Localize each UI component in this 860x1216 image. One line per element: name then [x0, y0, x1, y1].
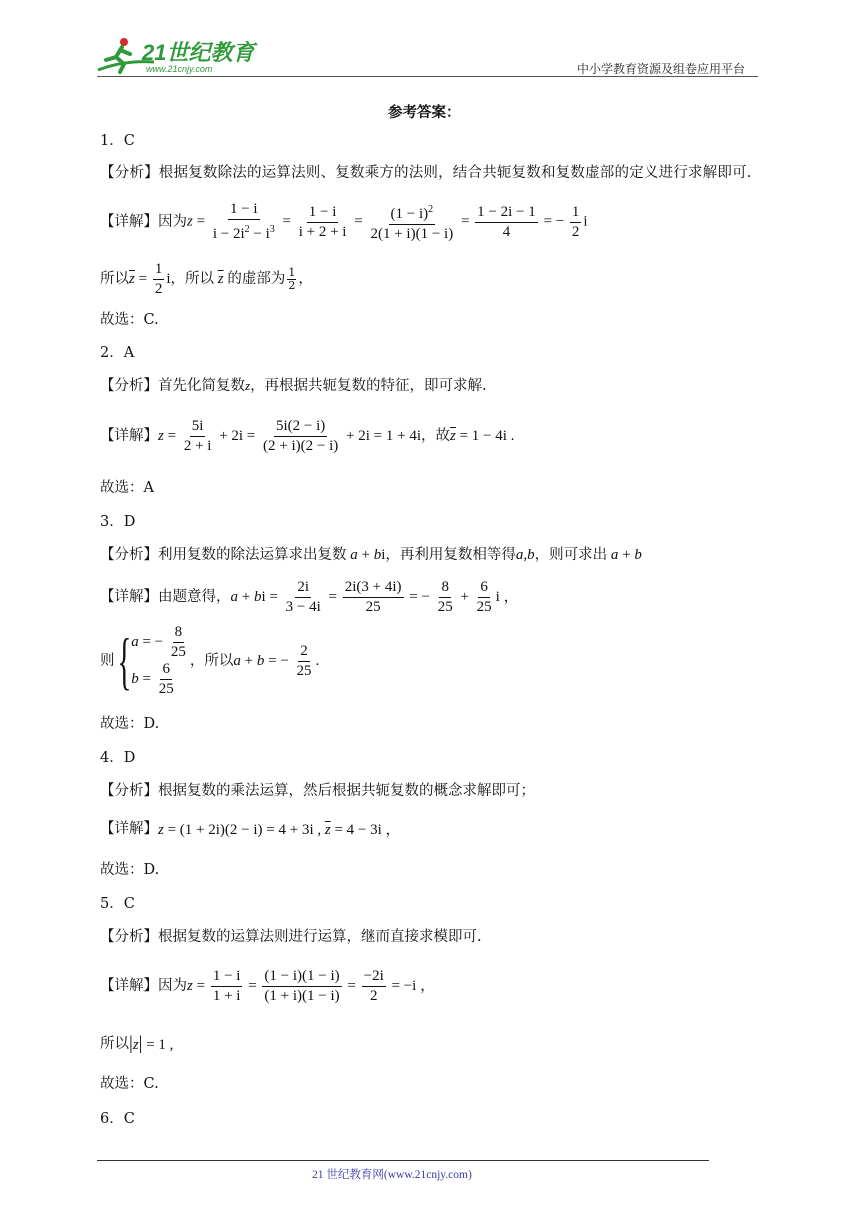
q1-line2-mid: ，所以: [170, 271, 214, 287]
q2-z-symbol: z: [245, 378, 251, 393]
q6-number: 6．C: [100, 1111, 135, 1127]
q4-formula: z = (1 + 2i)(2 − i) = 4 + 3i , $\overline{z} = 4 - 3i$ ，: [158, 822, 401, 838]
header-divider: [97, 76, 758, 77]
site-logo: [94, 36, 259, 76]
q3-analysis-a: 【分析】利用复数的除法运算求出复数: [100, 547, 347, 563]
q1-number: 1．C: [100, 133, 135, 149]
q2-detail-mid: ，故: [421, 428, 450, 444]
q5-detail: [100, 964, 435, 1008]
q1-detail: [100, 200, 588, 244]
q3-ab: a,b: [515, 546, 535, 563]
q3-analysis-c: ，则可求出: [534, 547, 608, 563]
q3-detail-label: 【详解】由题意得，: [100, 589, 231, 605]
q3-detail: [100, 575, 519, 619]
q1-conj-formula: $\overline{z}$ = $\frac{1}{2}$ i: [129, 260, 171, 297]
q3-analysis-line: [100, 545, 642, 565]
q5-answer: 故选：C.: [100, 1076, 159, 1092]
footer-divider: [97, 1160, 709, 1161]
q1-line2-suffix: 的虚部为: [227, 271, 286, 287]
q4-answer: 故选：D.: [100, 862, 160, 878]
q2-analysis: 【分析】首先化简复数: [100, 378, 245, 394]
q3-analysis-b: ，再利用复数相等得: [385, 547, 516, 563]
footer-text: 21 世纪教育网(www.21cnjy.com): [312, 1169, 472, 1181]
logo-text: 21世纪教育: [142, 40, 255, 65]
q5-line2: [100, 1033, 173, 1055]
q5-number: 5．C: [100, 896, 135, 912]
q3-so: ，所以: [189, 653, 234, 669]
q2-number: 2．A: [100, 345, 135, 361]
q3-answer: 故选：D.: [100, 716, 160, 732]
q4-number: 4．D: [100, 750, 136, 766]
q2-formula: z = $\frac{5i}{2 + i}$ + 2i = $\frac{5i(2 - i)}{(2 + i)(2 - i)}$ + 2i = 1 + 4i: [158, 417, 421, 454]
q2-analysis-end: ，再根据共轭复数的特征，即可求解.: [250, 378, 487, 394]
q5-formula: z = $\frac{1 - i}{1 + i}$ = $\frac{(1 - i)(1 - i)}{(1 + i)(1 - i)}$ = $\frac{-2i}{2}$ = −i ，: [187, 967, 436, 1004]
q2-answer: 故选：A: [100, 480, 154, 496]
q3-then: 则: [100, 653, 115, 669]
q5-line2-prefix: 所以: [100, 1036, 129, 1052]
q5-detail-label: 【详解】因为: [100, 978, 187, 994]
q2-detail: [100, 414, 514, 458]
q3-formula: a + bi = $\frac{2i}{3 - 4i}$ = $\frac{2i(3 + 4i)}{25}$ = − $\frac{8}{25}$ + $\frac{6}{25}$ i ，: [230, 578, 519, 615]
logo-runner-icon: [94, 36, 259, 76]
q4-detail: [100, 818, 401, 839]
q3-a-plus-b: a + b: [610, 546, 642, 563]
q3-number: 3．D: [100, 514, 136, 530]
q4-analysis: 【分析】根据复数的乘法运算，然后根据共轭复数的概念求解即可；: [100, 783, 535, 799]
q5-modulus: |z| = 1 ,: [129, 1033, 174, 1054]
q1-answer: 故选：C.: [100, 312, 159, 328]
q1-line2-prefix: 所以: [100, 271, 129, 287]
q1-imag-part: $\frac{1}{2}$: [288, 265, 296, 292]
q3-brace: {: [116, 625, 131, 696]
q1-conj-symbol: $\overline{z}$: [217, 270, 224, 287]
logo-url: www.21cnjy.com: [146, 64, 213, 74]
q1-analysis: 【分析】根据复数除法的运算法则、复数乘方的法则，结合共轭复数和复数虚部的定义进行求解即可.: [100, 165, 752, 181]
q1-line2: [100, 259, 313, 299]
q2-analysis-line: [100, 376, 487, 396]
q4-detail-label: 【详解】: [100, 820, 158, 837]
q1-formula: z = $\frac{1 - i}{i - 2i^2 - i^3}$ = $\frac{1 - i}{i + 2 + i}$ = $\frac{(1 - i)^2}{2(1 + i)(1 - i)}$ = $\frac{1 - 2i - 1}{4}$ = − $\frac{1}{2}$ i: [187, 201, 588, 242]
q2-detail-label: 【详解】: [100, 428, 158, 444]
q2-result: $\overline{z} = 1 - 4i$ .: [450, 427, 515, 444]
q3-result: a + b = − $\frac{2}{25}$ .: [233, 642, 320, 679]
q3-system: [100, 620, 319, 702]
q3-a-plus-bi: a + bi: [350, 546, 386, 563]
q1-detail-label: 【详解】因为: [100, 214, 187, 230]
q1-line2-end: ，: [298, 271, 313, 287]
header-right-text: 中小学教育资源及组卷应用平台: [577, 62, 746, 76]
q5-analysis: 【分析】根据复数的运算法则进行运算，继而直接求模即可.: [100, 929, 482, 945]
page-title: 参考答案：: [388, 104, 461, 121]
q3-system-eqs: a = − $\frac{8}{25}$ b = $\frac{6}{25}$: [131, 624, 186, 697]
